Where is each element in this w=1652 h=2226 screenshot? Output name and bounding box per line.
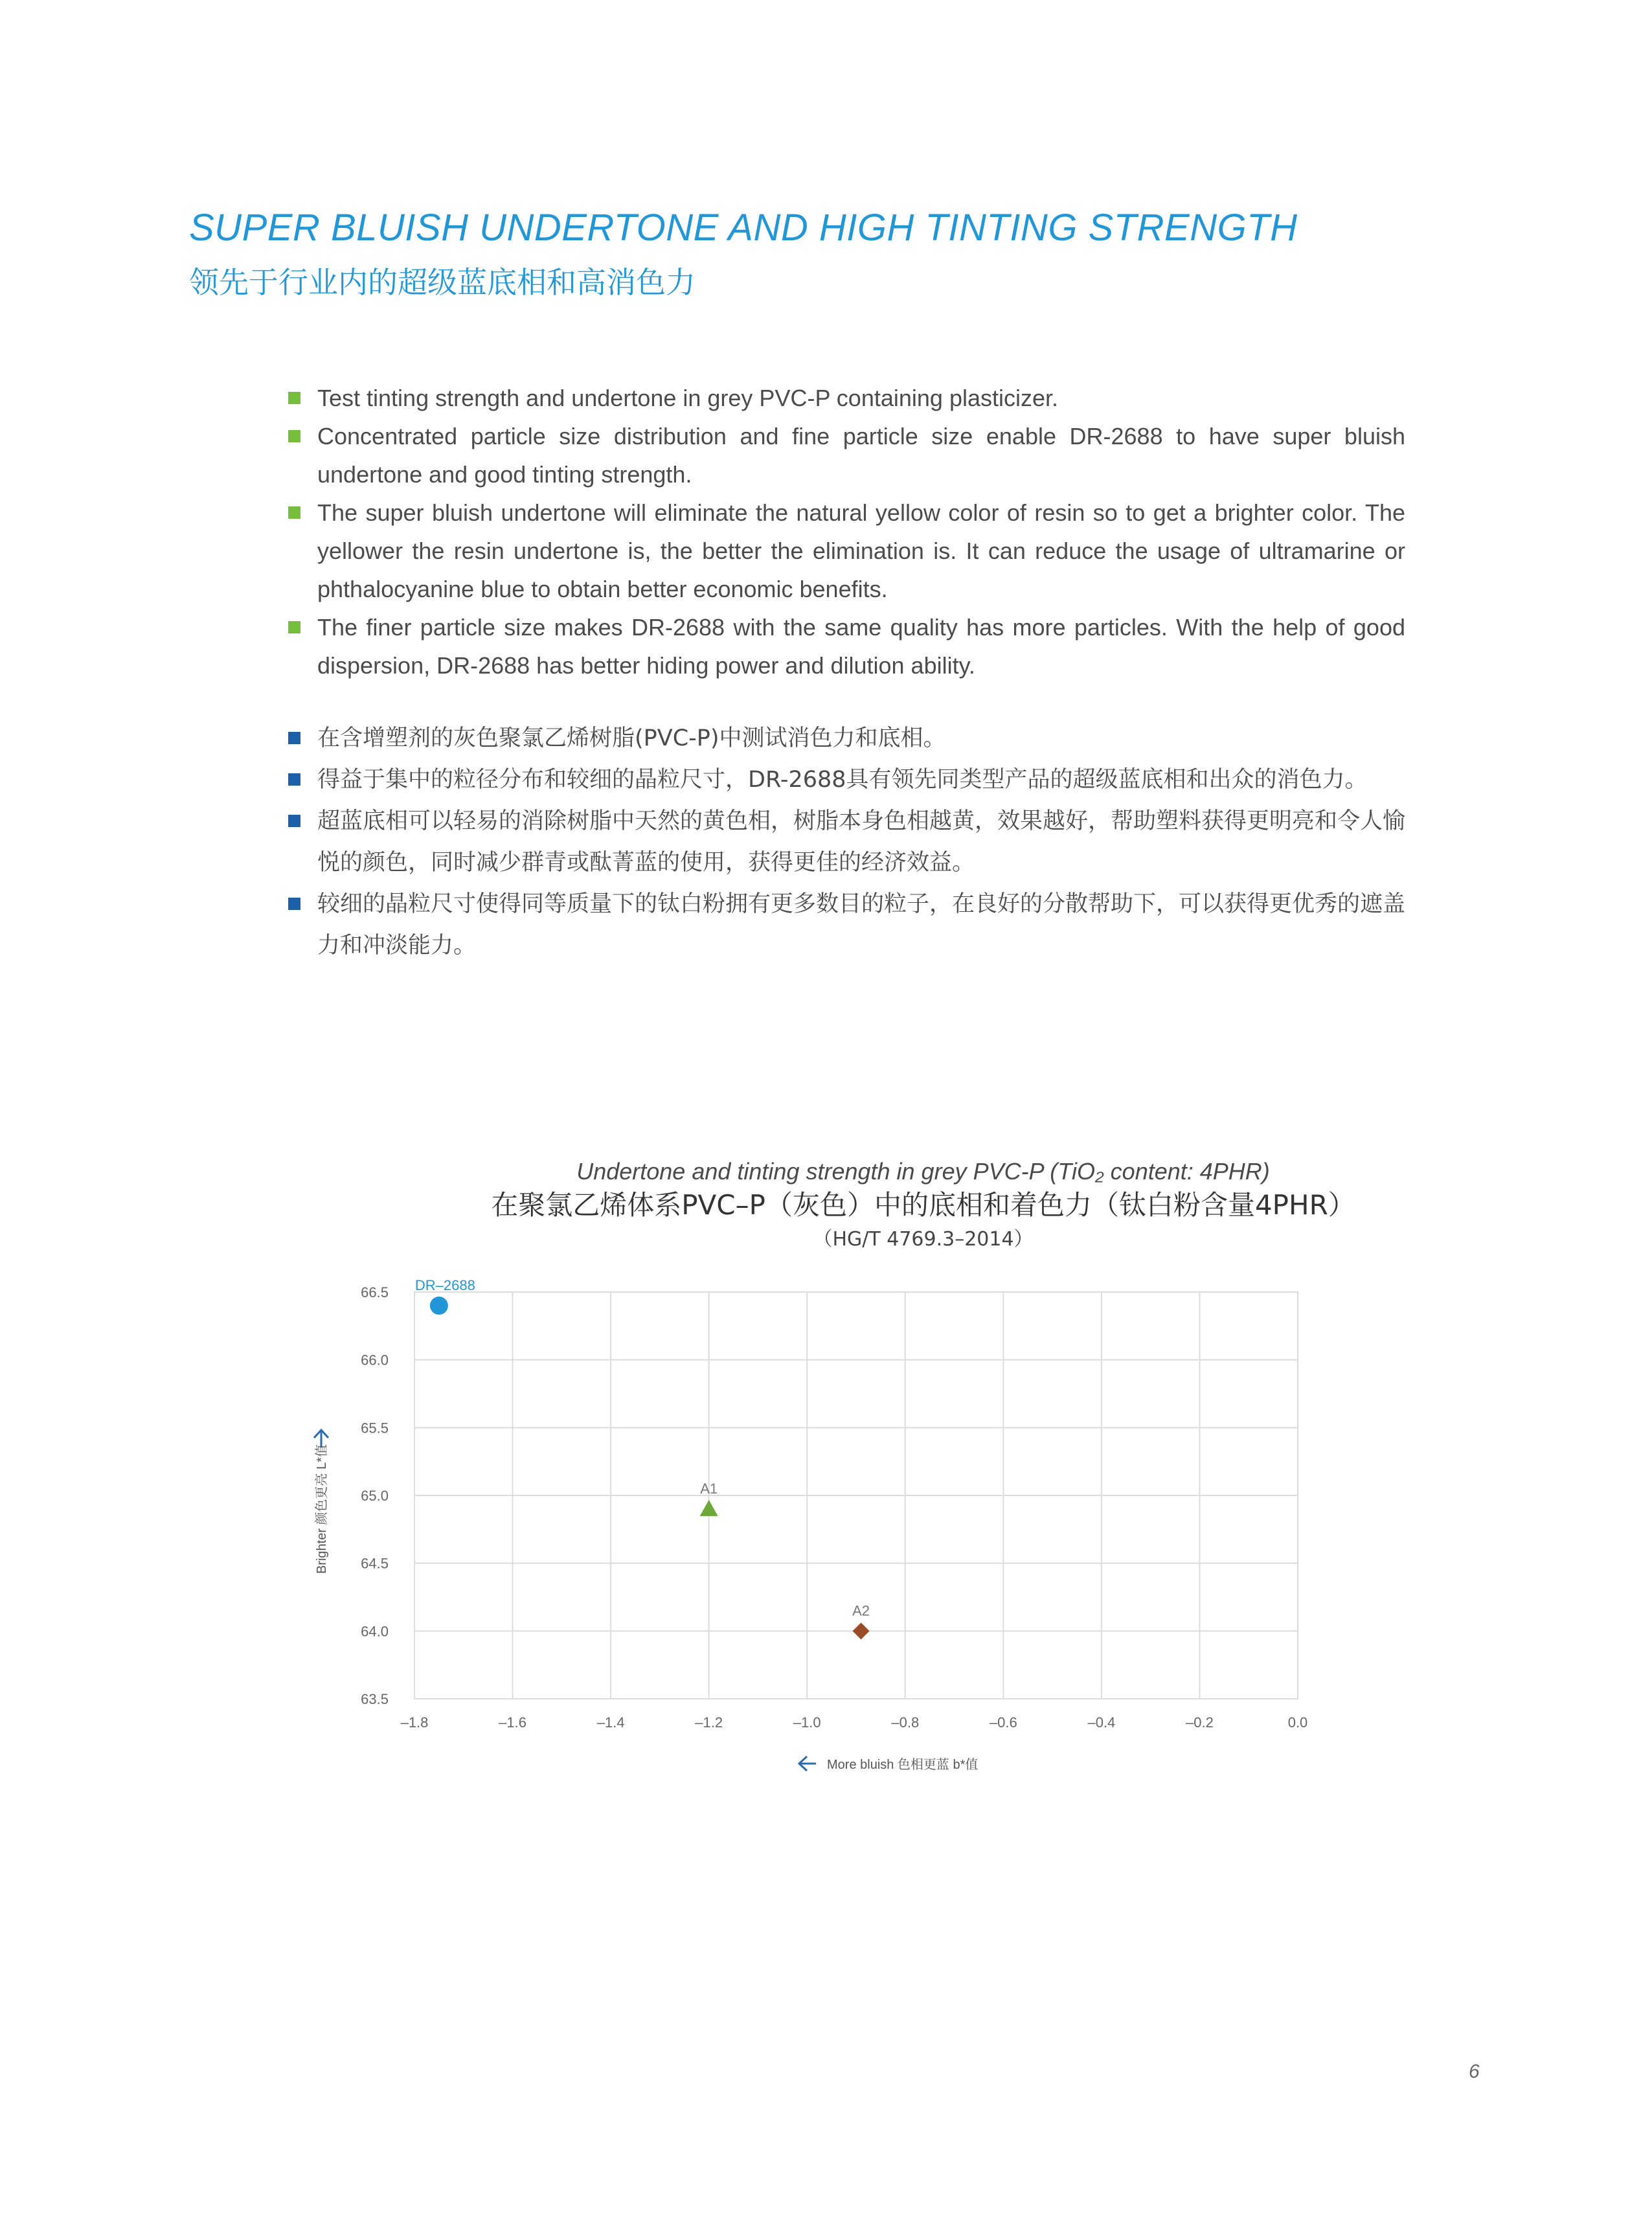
chart-title-chinese: 在聚氯乙烯体系PVC–P（灰色）中的底相和着色力（钛白粉含量4PHR） xyxy=(491,1189,1355,1221)
bullet-text: The finer particle size makes DR-2688 with the same quality has more particles. With the help of good dispersion, DR-2688 has better hiding power and dilution ability. xyxy=(317,614,1405,679)
bullet-text: Concentrated particle size distribution and fine particle size enable DR-2688 to have super bluish undertone and good tinting strength. xyxy=(317,423,1405,488)
chart-title: Undertone and tinting strength in grey PVC-P (TiO₂ content: 4PHR) xyxy=(576,1158,1270,1185)
heading-chinese: 领先于行业内的超级蓝底相和高消色力 xyxy=(189,265,696,300)
chart-standard: （HG/T 4769.3–2014） xyxy=(813,1228,1034,1251)
x-tick-label: –0.2 xyxy=(1186,1714,1214,1731)
y-tick-label: 64.0 xyxy=(361,1623,389,1640)
left-arrow-icon xyxy=(799,1756,816,1771)
data-point-dr-2688 xyxy=(430,1297,448,1315)
data-label: A2 xyxy=(852,1602,870,1619)
x-tick-label: –0.8 xyxy=(891,1714,920,1731)
x-tick-label: –1.8 xyxy=(400,1714,429,1731)
data-label: DR–2688 xyxy=(414,1277,475,1293)
bullet-text: 超蓝底相可以轻易的消除树脂中天然的黄色相，树脂本身色相越黄，效果越好，帮助塑料获得更明亮和令人愉悦的颜色，同时减少群青或酞菁蓝的使用，获得更佳的经济效益。 xyxy=(317,808,1406,876)
x-tick-label: 0.0 xyxy=(1287,1714,1308,1731)
bullet-text: 得益于集中的粒径分布和较细的晶粒尺寸，DR-2688具有领先同类型产品的超级蓝底相和出众的消色力。 xyxy=(317,767,1368,793)
x-axis-label: More bluish 色相更蓝 b*值 xyxy=(827,1758,979,1772)
y-axis-label: Brighter 颜色更亮 L*值 xyxy=(315,1444,329,1574)
bullet-text: The super bluish undertone will eliminate the natural yellow color of resin so to get a brighter color. The yellower the resin undertone is, the better the elimination is. It can reduce the usage of ultramarine or phthalocyanine blue to obtain better economic benefits. xyxy=(317,499,1405,602)
bullet-text: Test tinting strength and undertone in grey PVC-P containing plasticizer. xyxy=(317,385,1059,411)
x-tick-label: –1.2 xyxy=(695,1714,723,1731)
y-tick-label: 64.5 xyxy=(361,1555,389,1572)
y-tick-label: 66.0 xyxy=(361,1352,389,1369)
x-tick-label: –1.4 xyxy=(596,1714,625,1731)
heading-english: SUPER BLUISH UNDERTONE AND HIGH TINTING STRENGTH xyxy=(189,207,1298,249)
bullet-text: 较细的晶粒尺寸使得同等质量下的钛白粉拥有更多数目的粒子，在良好的分散帮助下，可以获得更优秀的遮盖力和冲淡能力。 xyxy=(317,891,1406,959)
y-tick-label: 66.5 xyxy=(361,1284,389,1300)
x-tick-label: –0.6 xyxy=(989,1714,1017,1731)
page-number: 6 xyxy=(1469,2061,1480,2082)
y-tick-label: 65.5 xyxy=(361,1420,389,1437)
y-tick-label: 63.5 xyxy=(361,1691,389,1707)
bullet-text: 在含增塑剂的灰色聚氯乙烯树脂(PVC-P)中测试消色力和底相。 xyxy=(317,725,946,751)
y-tick-label: 65.0 xyxy=(361,1488,389,1504)
x-tick-label: –0.4 xyxy=(1087,1714,1116,1731)
x-tick-label: –1.6 xyxy=(499,1714,526,1731)
x-tick-label: –1.0 xyxy=(793,1714,821,1731)
data-label: A1 xyxy=(700,1480,718,1497)
